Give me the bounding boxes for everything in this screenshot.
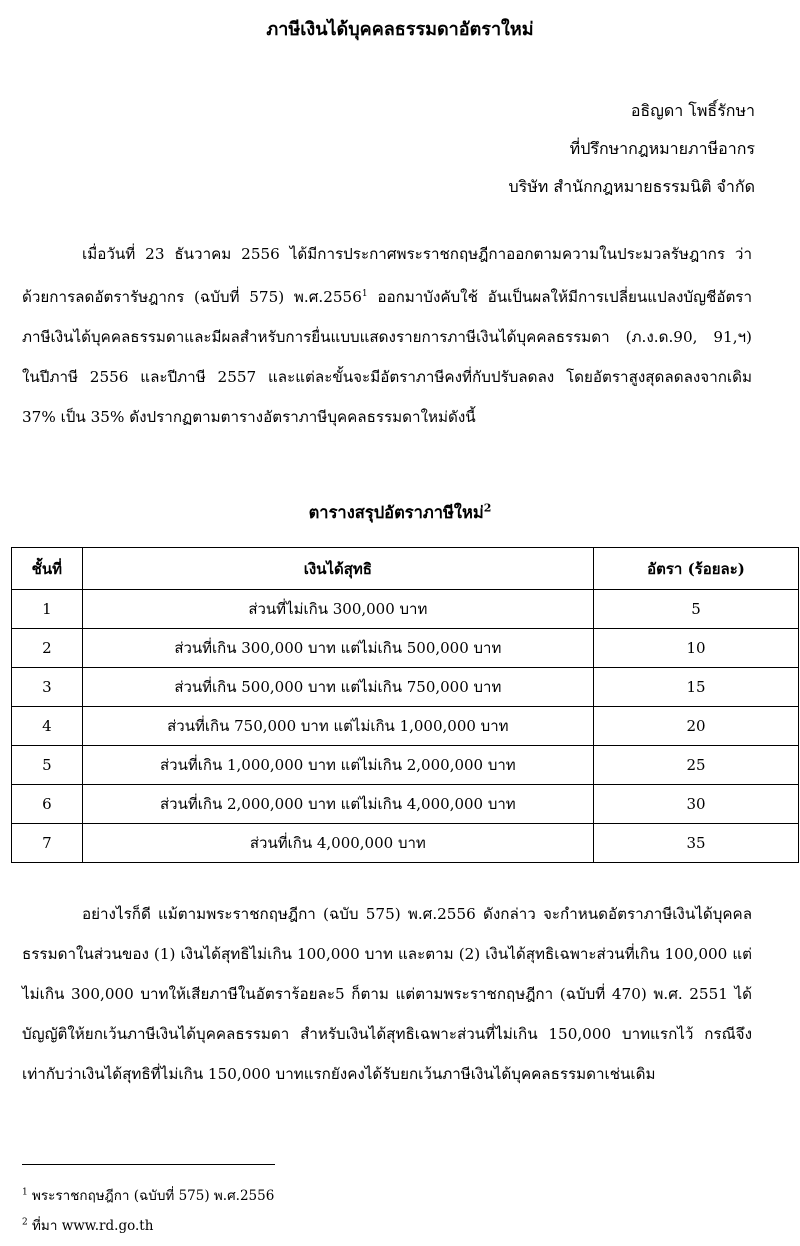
rate-cell: 10	[594, 629, 799, 668]
income-cell: ส่วนที่เกิน 500,000 บาท แต่ไม่เกิน 750,000 บาท	[82, 668, 593, 707]
footnote-ref-1: 1	[361, 289, 368, 299]
document-title: ภาษีเงินได้บุคคลธรรมดาอัตราใหม่	[266, 19, 534, 40]
footnote-ref-2: 2	[483, 501, 492, 515]
footnote-text: ที่มา www.rd.go.th	[32, 1218, 154, 1234]
footnote-divider	[22, 1164, 275, 1165]
rate-cell: 20	[594, 707, 799, 746]
table-header-row	[12, 548, 799, 590]
tier-cell: 4	[12, 707, 83, 746]
footnote-mark: 1	[22, 1187, 28, 1198]
footnote-1	[22, 1184, 274, 1206]
table-row	[12, 746, 799, 785]
tier-cell: 2	[12, 629, 83, 668]
income-cell: ส่วนที่เกิน 2,000,000 บาท แต่ไม่เกิน 4,000,000 บาท	[82, 785, 593, 824]
income-cell: ส่วนที่เกิน 1,000,000 บาท แต่ไม่เกิน 2,000,000 บาท	[82, 746, 593, 785]
table-title-text: ตารางสรุปอัตราภาษีใหม่	[308, 503, 484, 522]
table-row	[12, 590, 799, 629]
table-row	[12, 668, 799, 707]
table-row	[12, 629, 799, 668]
table-row	[12, 707, 799, 746]
header-tier: ชั้นที่	[12, 548, 83, 590]
exemption-paragraph: อย่างไรก็ดี แม้ตามพระราชกฤษฎีกา (ฉบับ 575) พ.ศ.2556 ดังกล่าว จะกำหนดอัตราภาษีเงินได้บุคคลธรรมดาในส่วนของ (1) เงินได้สุทธิไม่เกิน 100,000 บาท และตาม (2) เงินได้สุทธิเฉพาะส่วนที่เกิน 100,000 แต่ไม่เกิน 300,000 บาทให้เสียภาษีในอัตราร้อยละ5 ก็ตาม แต่ตามพระราชกฤษฎีกา (ฉบับที่ 470) พ.ศ. 2551 ได้บัญญัติให้ยกเว้นภาษีเงินได้บุคคลธรรมดา สำหรับเงินได้สุทธิเฉพาะส่วนที่ไม่เกิน 150,000 บาทแรกไว้ กรณีจึงเท่ากับว่าเงินได้สุทธิที่ไม่เกิน 150,000 บาทแรกยังคงได้รับยกเว้นภาษีเงินได้บุคคลธรรมดาเช่นเดิม	[22, 905, 752, 1083]
author-block	[508, 92, 755, 206]
author-company: บริษัท สำนักกฎหมายธรรมนิติ จำกัด	[508, 177, 755, 196]
tier-cell: 5	[12, 746, 83, 785]
tax-rate-table	[11, 547, 799, 863]
income-cell: ส่วนที่ไม่เกิน 300,000 บาท	[82, 590, 593, 629]
intro-text-part2: ออกมาบังคับใช้ อันเป็นผลให้มีการเปลี่ยนแปลงบัญชีอัตราภาษีเงินได้บุคคลธรรมดาและมีผลสำหรับการยื่นแบบแสดงรายการภาษีเงินได้บุคคลธรรมดา (ภ.ง.ด.90, 91,ฯ) ในปีภาษี 2556 และปีภาษี 2557 และแต่ละขั้นจะมีอัตราภาษีคงที่กับปรับลดลง โดยอัตราสูงสุดลดลงจากเดิม 37% เป็น 35% ดังปรากฏตามตารางอัตราภาษีบุคคลธรรมดาใหม่ดังนี้	[22, 288, 752, 427]
header-net-income: เงินได้สุทธิ	[82, 548, 593, 590]
footnote-2	[22, 1214, 153, 1236]
tier-cell: 7	[12, 824, 83, 863]
table-row	[12, 824, 799, 863]
rate-cell: 30	[594, 785, 799, 824]
rate-cell: 5	[594, 590, 799, 629]
intro-paragraph	[22, 234, 752, 437]
rate-cell: 35	[594, 824, 799, 863]
footnote-text: พระราชกฤษฎีกา (ฉบับที่ 575) พ.ศ.2556	[32, 1188, 275, 1204]
tier-cell: 3	[12, 668, 83, 707]
header-rate: อัตรา (ร้อยละ)	[594, 548, 799, 590]
author-name: อธิญดา โพธิ์รักษา	[630, 101, 755, 120]
income-cell: ส่วนที่เกิน 4,000,000 บาท	[82, 824, 593, 863]
rate-cell: 25	[594, 746, 799, 785]
rate-cell: 15	[594, 668, 799, 707]
author-position: ที่ปรึกษากฎหมายภาษีอากร	[569, 139, 755, 158]
tier-cell: 1	[12, 590, 83, 629]
table-title	[0, 500, 800, 526]
intro-text-part1: เมื่อวันที่ 23 ธันวาคม 2556 ได้มีการประกาศพระราชกฤษฎีกาออกตามความในประมวลรัษฎากร ว่าด้วยการลดอัตรารัษฎากร (ฉบับที่ 575) พ.ศ.2556	[22, 245, 752, 307]
income-cell: ส่วนที่เกิน 300,000 บาท แต่ไม่เกิน 500,000 บาท	[82, 629, 593, 668]
table-row	[12, 785, 799, 824]
income-cell: ส่วนที่เกิน 750,000 บาท แต่ไม่เกิน 1,000,000 บาท	[82, 707, 593, 746]
tier-cell: 6	[12, 785, 83, 824]
footnote-mark: 2	[22, 1217, 28, 1228]
